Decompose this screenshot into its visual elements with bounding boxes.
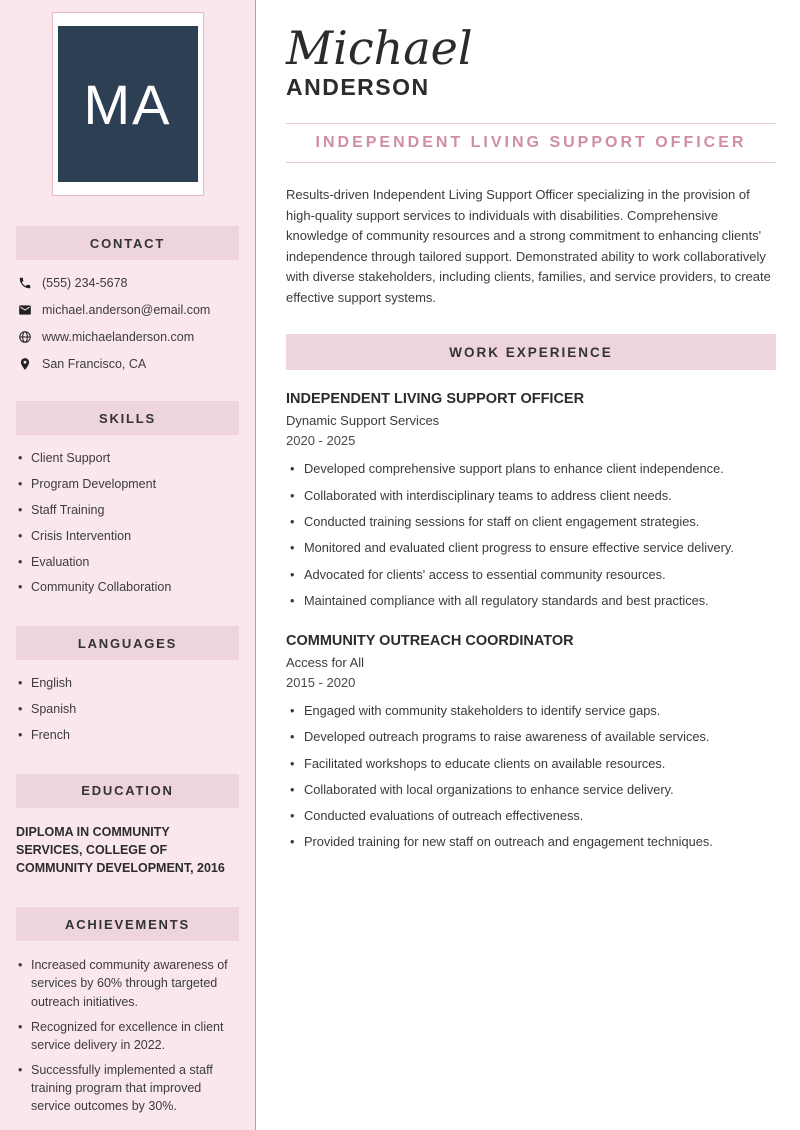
contact-heading: CONTACT (16, 226, 239, 260)
job-bullet: • Developed outreach programs to raise awareness of available services. (286, 728, 776, 745)
education-heading: EDUCATION (16, 774, 239, 808)
name-block (286, 21, 776, 101)
job-bullet: • Engaged with community stakeholders to identify service gaps. (286, 702, 776, 719)
contact-website-row (18, 330, 239, 344)
role-title-block (286, 123, 776, 163)
achievements-list (18, 956, 241, 1115)
skills-heading: SKILLS (16, 401, 239, 435)
job-company: Access for All (286, 655, 365, 671)
languages-section (0, 626, 255, 744)
contact-phone-row (18, 276, 239, 290)
skill-item: • Crisis Intervention (18, 528, 241, 545)
job-entry (286, 633, 776, 851)
education-section (0, 774, 255, 877)
achievement-item: • Increased community awareness of services by 60% through targeted outreach initiatives. (18, 956, 241, 1010)
location-text: San Francisco, CA (42, 357, 147, 371)
achievement-item: • Recognized for excellence in client service delivery in 2022. (18, 1018, 241, 1054)
job-bullet: • Advocated for clients' access to essential community resources. (286, 566, 776, 583)
skills-section (0, 401, 255, 596)
skills-list (18, 450, 241, 596)
website-url: www.michaelanderson.com (42, 330, 195, 344)
skill-item: • Program Development (18, 476, 241, 493)
skill-item: • Evaluation (18, 554, 241, 571)
profile-photo-frame (52, 12, 204, 196)
job-company: Dynamic Support Services (286, 413, 440, 429)
location-icon (18, 357, 32, 371)
language-item: • French (18, 727, 241, 744)
globe-icon (18, 330, 32, 344)
profile-photo (58, 26, 198, 182)
job-bullet: • Developed comprehensive support plans to enhance client independence. (286, 460, 776, 477)
language-item: • Spanish (18, 701, 241, 718)
job-dates: 2020 - 2025 (286, 433, 356, 449)
role-title: INDEPENDENT LIVING SUPPORT OFFICER (315, 134, 747, 152)
achievements-section (0, 907, 255, 1115)
work-experience-heading: WORK EXPERIENCE (286, 334, 776, 370)
job-title: INDEPENDENT LIVING SUPPORT OFFICER (286, 391, 585, 408)
professional-summary: Results-driven Independent Living Support Officer specializing in the provision of high-quality support services to individuals with disabilities. Comprehensive knowledge of community resources and a strong commitment to enhancing clients' independence through tailored support. Demonstrated ability to work collaboratively with diverse stakeholders, including clients, families, and service providers, to create effective support systems. (286, 187, 771, 305)
phone-number: (555) 234-5678 (42, 276, 128, 290)
job-dates: 2015 - 2020 (286, 675, 356, 691)
job-bullet: • Maintained compliance with all regulatory standards and best practices. (286, 592, 776, 609)
language-item: • English (18, 675, 241, 692)
job-title: COMMUNITY OUTREACH COORDINATOR (286, 633, 574, 650)
job-bullet: • Monitored and evaluated client progress to ensure effective service delivery. (286, 539, 776, 556)
sidebar (0, 0, 256, 1130)
job-entry (286, 391, 776, 609)
languages-list (18, 675, 241, 744)
job-bullet-list (286, 702, 776, 851)
phone-icon (18, 276, 32, 290)
first-name: Michael (286, 21, 473, 75)
skill-item: • Client Support (18, 450, 241, 467)
contact-email-row (18, 303, 239, 317)
job-bullet: • Provided training for new staff on outreach and engagement techniques. (286, 833, 776, 850)
email-address: michael.anderson@email.com (42, 303, 211, 317)
job-bullet: • Facilitated workshops to educate clients on available resources. (286, 755, 776, 772)
job-bullet: • Conducted evaluations of outreach effectiveness. (286, 807, 776, 824)
achievements-heading: ACHIEVEMENTS (16, 907, 239, 941)
skill-item: • Staff Training (18, 502, 241, 519)
education-entry: DIPLOMA IN COMMUNITY SERVICES, COLLEGE OF COMMUNITY DEVELOPMENT, 2016 (16, 824, 225, 876)
contact-list (18, 276, 239, 371)
contact-location-row (18, 357, 239, 371)
main-content (256, 0, 800, 1130)
job-bullet-list (286, 460, 776, 609)
achievement-item: • Successfully implemented a staff training program that improved service outcomes by 30%. (18, 1061, 241, 1115)
skill-item: • Community Collaboration (18, 579, 241, 596)
job-bullet: • Collaborated with interdisciplinary teams to address client needs. (286, 487, 776, 504)
job-bullet: • Conducted training sessions for staff on client engagement strategies. (286, 513, 776, 530)
last-name: ANDERSON (286, 74, 430, 101)
job-bullet: • Collaborated with local organizations to enhance service delivery. (286, 781, 776, 798)
email-icon (18, 303, 32, 317)
contact-section (0, 226, 255, 371)
languages-heading: LANGUAGES (16, 626, 239, 660)
profile-initials: MA (83, 72, 172, 136)
